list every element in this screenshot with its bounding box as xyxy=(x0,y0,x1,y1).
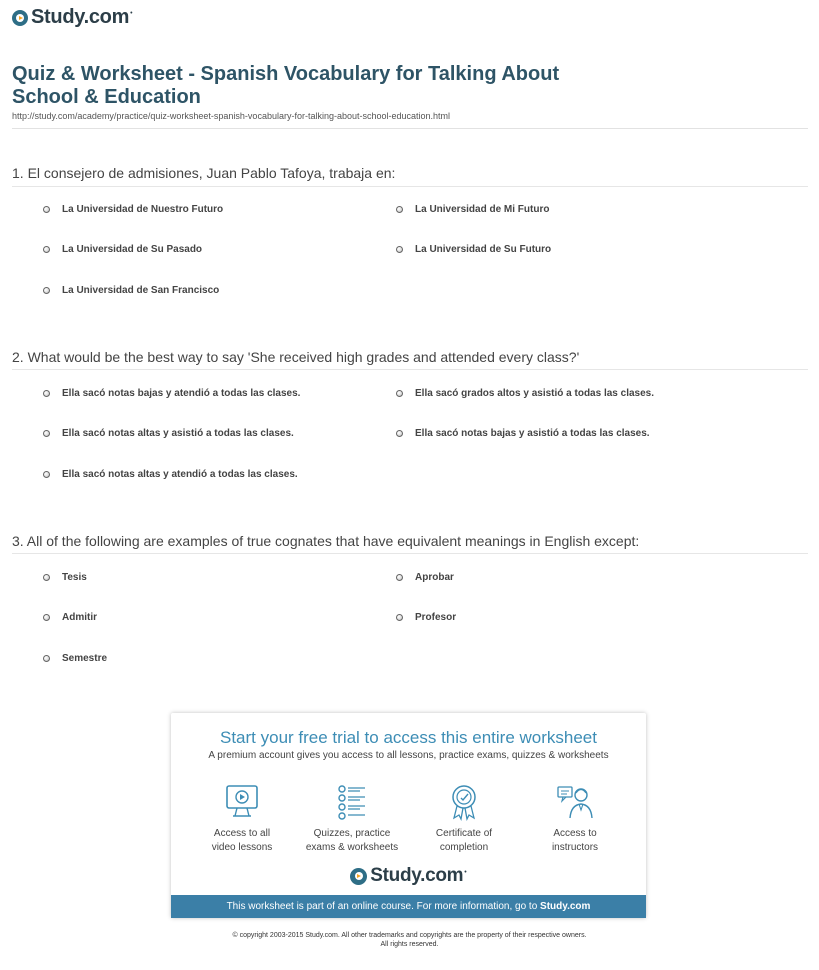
option-label: Aprobar xyxy=(415,572,454,583)
answer-option[interactable] xyxy=(396,204,549,215)
answer-option[interactable] xyxy=(43,244,202,255)
option-label: La Universidad de Mi Futuro xyxy=(415,204,550,215)
trademark-dot: • xyxy=(130,10,133,17)
radio-button[interactable] xyxy=(43,574,50,581)
answer-option[interactable] xyxy=(396,428,650,439)
video-lesson-icon xyxy=(222,783,262,821)
feature-label: Access to all xyxy=(213,828,271,839)
certificate-icon xyxy=(444,783,484,821)
option-label: Semestre xyxy=(62,653,108,664)
option-label: Ella sacó notas bajas y atendió a todas las clases. xyxy=(62,388,301,399)
logo-text: Study.com xyxy=(370,865,464,886)
option-label: Ella sacó notas altas y atendió a todas las clases. xyxy=(62,469,298,480)
radio-button[interactable] xyxy=(43,430,50,437)
promo-studycom-logo[interactable] xyxy=(171,865,646,887)
title-line-1: Quiz & Worksheet - Spanish Vocabulary for Talking About xyxy=(12,63,560,85)
option-label: La Universidad de Su Futuro xyxy=(415,244,552,255)
promo-headline[interactable]: Start your free trial to access this entire worksheet xyxy=(220,728,597,747)
logo-text: Study.com xyxy=(31,6,130,28)
instructor-icon xyxy=(555,783,595,821)
quiz-list-icon xyxy=(332,783,372,821)
feature-label: exams & worksheets xyxy=(305,842,399,853)
feature-label: video lessons xyxy=(211,842,273,853)
answer-option[interactable] xyxy=(43,612,97,623)
radio-button[interactable] xyxy=(396,246,403,253)
radio-button[interactable] xyxy=(43,287,50,294)
feature-label: completion xyxy=(439,842,489,853)
answer-option[interactable] xyxy=(43,285,219,296)
answer-option[interactable] xyxy=(396,572,454,583)
answer-option[interactable] xyxy=(43,572,87,583)
option-label: Tesis xyxy=(62,572,87,583)
answer-option[interactable] xyxy=(396,244,551,255)
question-divider xyxy=(12,553,808,554)
radio-button[interactable] xyxy=(43,390,50,397)
radio-button[interactable] xyxy=(43,246,50,253)
page-url[interactable]: http://study.com/academy/practice/quiz-worksheet-spanish-vocabulary-for-talking-about-school-education.html xyxy=(12,111,451,121)
radio-button[interactable] xyxy=(43,206,50,213)
studycom-logo[interactable] xyxy=(12,6,133,29)
answer-option[interactable] xyxy=(43,653,107,664)
studycom-link[interactable]: Study.com xyxy=(540,901,591,912)
question-divider xyxy=(12,186,808,187)
copyright-line: © copyright 2003-2015 Study.com. All other trademarks and copyrights are the property of their respective owners. xyxy=(232,932,587,939)
feature-label: instructors xyxy=(551,842,599,853)
answer-option[interactable] xyxy=(43,204,223,215)
promo-subline: A premium account gives you access to all lessons, practice exams, quizzes & worksheets xyxy=(208,750,609,761)
option-label: Admitir xyxy=(62,612,97,623)
answer-option[interactable] xyxy=(43,469,298,480)
free-trial-promo[interactable] xyxy=(171,713,646,918)
option-label: Ella sacó notas bajas y asistió a todas las clases. xyxy=(415,428,650,439)
answer-option[interactable] xyxy=(43,388,300,399)
question-2: 2. What would be the best way to say 'She received high grades and attended every class?' xyxy=(12,349,580,365)
feature-instructors xyxy=(525,783,625,855)
feature-label: Access to xyxy=(553,828,597,839)
play-logo-icon xyxy=(12,10,28,26)
radio-button[interactable] xyxy=(396,574,403,581)
trademark-dot: • xyxy=(464,869,467,876)
question-divider xyxy=(12,369,808,370)
radio-button[interactable] xyxy=(43,655,50,662)
option-label: Ella sacó notas altas y asistió a todas las clases. xyxy=(62,428,294,439)
option-label: La Universidad de Nuestro Futuro xyxy=(62,204,224,215)
bar-text: This worksheet is part of an online course. For more information, go to xyxy=(226,901,541,912)
radio-button[interactable] xyxy=(43,614,50,621)
play-logo-icon xyxy=(350,868,367,885)
answer-option[interactable] xyxy=(43,428,294,439)
answer-option[interactable] xyxy=(396,612,456,623)
option-label: La Universidad de Su Pasado xyxy=(62,244,203,255)
option-label: Ella sacó grados altos y asistió a todas las clases. xyxy=(415,388,655,399)
feature-label: Quizzes, practice xyxy=(313,828,391,839)
option-label: La Universidad de San Francisco xyxy=(62,285,220,296)
question-3: 3. All of the following are examples of true cognates that have equivalent meanings in English except: xyxy=(12,533,640,549)
radio-button[interactable] xyxy=(396,430,403,437)
rights-line: All rights reserved. xyxy=(380,941,439,948)
radio-button[interactable] xyxy=(396,390,403,397)
radio-button[interactable] xyxy=(396,206,403,213)
feature-label: Certificate of xyxy=(435,828,493,839)
course-info-bar xyxy=(171,895,646,918)
radio-button[interactable] xyxy=(396,614,403,621)
title-line-2: School & Education xyxy=(12,86,201,108)
feature-video-lessons xyxy=(192,783,292,855)
question-1: 1. El consejero de admisiones, Juan Pablo Tafoya, trabaja en: xyxy=(12,165,396,181)
option-label: Profesor xyxy=(415,612,457,623)
feature-certificate xyxy=(414,783,514,855)
feature-quizzes xyxy=(302,783,402,855)
page-title xyxy=(12,63,652,109)
radio-button[interactable] xyxy=(43,471,50,478)
copyright-footer xyxy=(0,931,819,949)
header-divider xyxy=(12,128,808,129)
answer-option[interactable] xyxy=(396,388,654,399)
